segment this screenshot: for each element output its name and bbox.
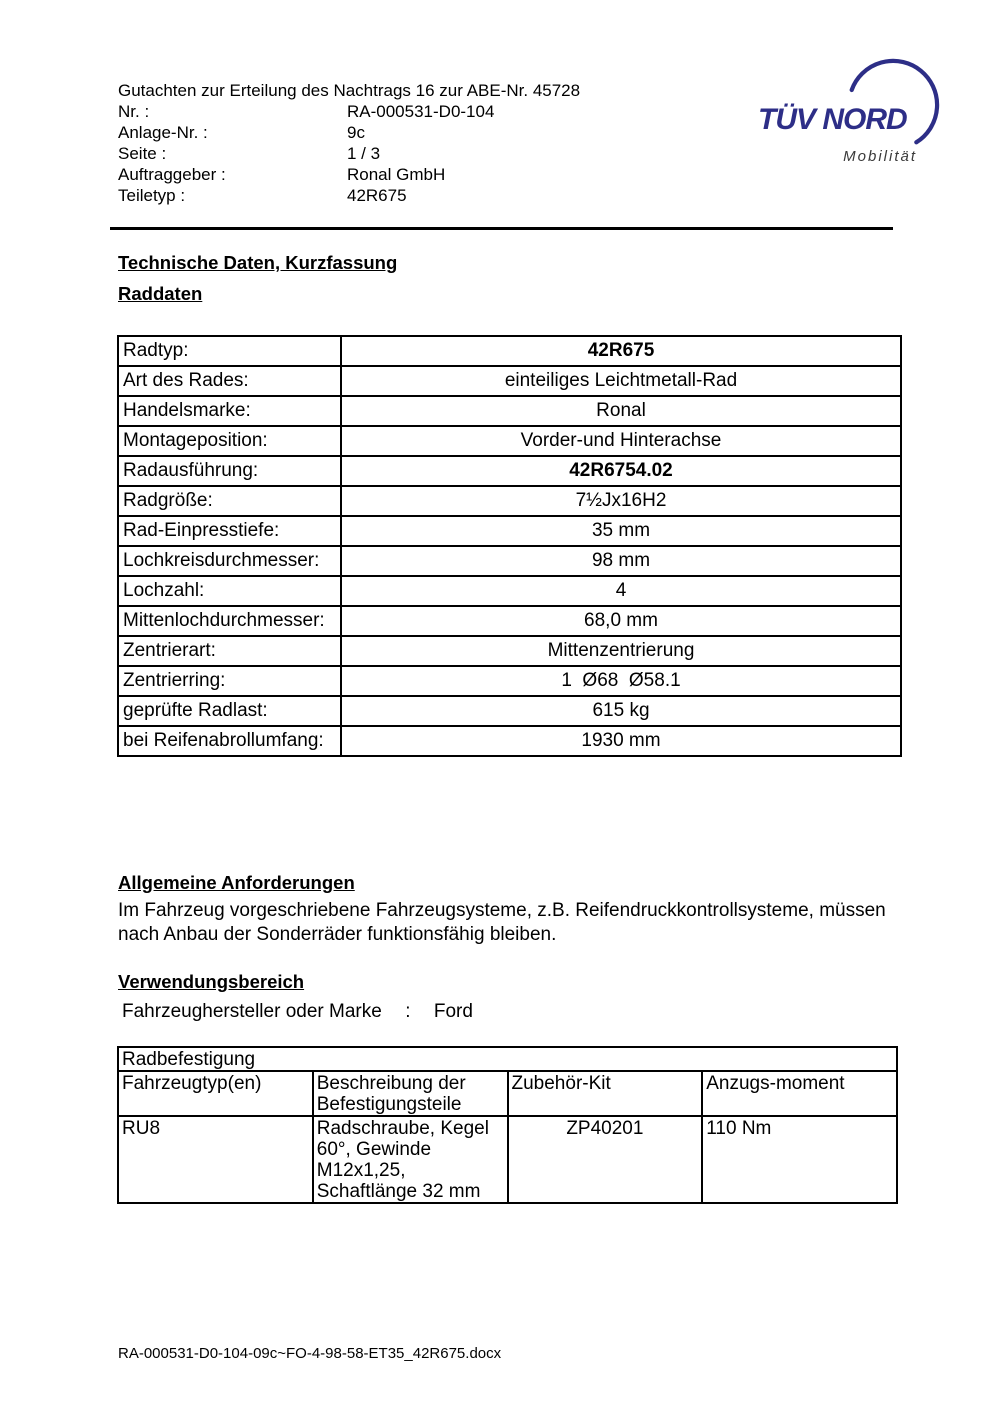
cell-beschreibung: Radschraube, Kegel 60°, Gewinde M12x1,25, Schaftlänge 32 mm [313, 1116, 508, 1203]
heading-allgemeine-anforderungen: Allgemeine Anforderungen [118, 872, 355, 893]
row-label: Rad-Einpresstiefe: [118, 516, 341, 546]
footer-filename: RA-000531-D0-104-09c~FO-4-98-58-ET35_42R675.docx [118, 1345, 502, 1362]
row-value: 4 [341, 576, 901, 606]
table-row [118, 486, 901, 516]
row-label: geprüfte Radlast: [118, 696, 341, 726]
row-value: 615 kg [341, 696, 901, 726]
header-field-label: Nr. : [118, 102, 150, 121]
row-label: Zentrierring: [118, 666, 341, 696]
row-value: 35 mm [341, 516, 901, 546]
cell-fahrzeugtyp: RU8 [118, 1116, 313, 1203]
row-value: 98 mm [341, 546, 901, 576]
table-row [118, 516, 901, 546]
table-row [118, 636, 901, 666]
paragraph-line: nach Anbau der Sonderräder funktionsfähig bleiben. [118, 924, 557, 945]
header-field-label: Teiletyp : [118, 186, 186, 205]
row-label: Mittenlochdurchmesser: [118, 606, 341, 636]
row-value: Vorder-und Hinterachse [341, 426, 901, 456]
table-row [118, 606, 901, 636]
row-value: 42R675 [341, 336, 901, 366]
table-row [118, 1116, 897, 1203]
fahrzeughersteller-label: Fahrzeughersteller oder Marke [122, 1001, 382, 1022]
table-row [118, 456, 901, 486]
table-title: Radbefestigung [118, 1047, 897, 1071]
header-field-label: Auftraggeber : [118, 165, 226, 184]
column-header: Zubehör-Kit [508, 1071, 703, 1116]
row-label: Radtyp: [118, 336, 341, 366]
header-field-teiletyp [118, 185, 580, 206]
tuv-nord-logo [752, 52, 947, 174]
table-row [118, 666, 901, 696]
header-field-value: RA-000531-D0-104 [347, 102, 495, 121]
table-row [118, 696, 901, 726]
table-row [118, 546, 901, 576]
header-field-seite [118, 143, 580, 164]
row-label: bei Reifenabrollumfang: [118, 726, 341, 756]
paragraph-line: Im Fahrzeug vorgeschriebene Fahrzeugsysteme, z.B. Reifendruckkontrollsysteme, müssen [118, 900, 886, 921]
row-value: 1 Ø68 Ø58.1 [341, 666, 901, 696]
table-title-row [118, 1047, 897, 1071]
fahrzeughersteller-line [122, 1001, 473, 1023]
heading-technische-daten: Technische Daten, Kurzfassung [118, 252, 398, 273]
logo-brand-text: TÜV NORD [758, 103, 907, 136]
header-field-label: Seite : [118, 144, 167, 163]
header-field-label: Anlage-Nr. : [118, 123, 208, 142]
table-row [118, 426, 901, 456]
doc-header [118, 80, 580, 206]
column-header: Beschreibung der Befestigungsteile [313, 1071, 508, 1116]
row-value: einteiliges Leichtmetall-Rad [341, 366, 901, 396]
heading-raddaten: Raddaten [118, 283, 203, 304]
fahrzeughersteller-value: Ford [433, 1001, 473, 1022]
header-field-value: Ronal GmbH [347, 165, 446, 184]
doc-title: Gutachten zur Erteilung des Nachtrags 16 zur ABE-Nr. 45728 [118, 81, 581, 100]
header-divider [110, 227, 893, 230]
table-row [118, 576, 901, 606]
table-row [118, 726, 901, 756]
header-field-anlage [118, 122, 580, 143]
column-header: Fahrzeugtyp(en) [118, 1071, 313, 1116]
row-value: 68,0 mm [341, 606, 901, 636]
row-label: Lochkreisdurchmesser: [118, 546, 341, 576]
table-header-row [118, 1071, 897, 1116]
cell-zubehoer-kit: ZP40201 [508, 1116, 703, 1203]
row-label: Montageposition: [118, 426, 341, 456]
row-label: Handelsmarke: [118, 396, 341, 426]
row-label: Radgröße: [118, 486, 341, 516]
row-value: 42R6754.02 [341, 456, 901, 486]
table-row [118, 366, 901, 396]
allgemeine-paragraph [118, 899, 948, 947]
logo-subtitle-text: Mobilität [843, 148, 917, 165]
column-header: Anzugs-moment [702, 1071, 897, 1116]
row-value: 7½Jx16H2 [341, 486, 901, 516]
table-row [118, 396, 901, 426]
row-value: 1930 mm [341, 726, 901, 756]
row-label: Art des Rades: [118, 366, 341, 396]
header-field-auftraggeber [118, 164, 580, 185]
fahrzeughersteller-colon: : [405, 1001, 411, 1022]
row-label: Radausführung: [118, 456, 341, 486]
header-field-value: 42R675 [347, 186, 407, 205]
table-row [118, 336, 901, 366]
header-field-value: 1 / 3 [347, 144, 381, 163]
cell-anzugsmoment: 110 Nm [702, 1116, 897, 1203]
header-field-nr [118, 101, 580, 122]
header-field-value: 9c [347, 123, 365, 142]
heading-verwendungsbereich: Verwendungsbereich [118, 971, 305, 992]
row-value: Mittenzentrierung [341, 636, 901, 666]
row-value: Ronal [341, 396, 901, 426]
row-label: Lochzahl: [118, 576, 341, 606]
row-label: Zentrierart: [118, 636, 341, 666]
radbefestigung-table [117, 1046, 898, 1204]
raddaten-table [117, 335, 902, 757]
